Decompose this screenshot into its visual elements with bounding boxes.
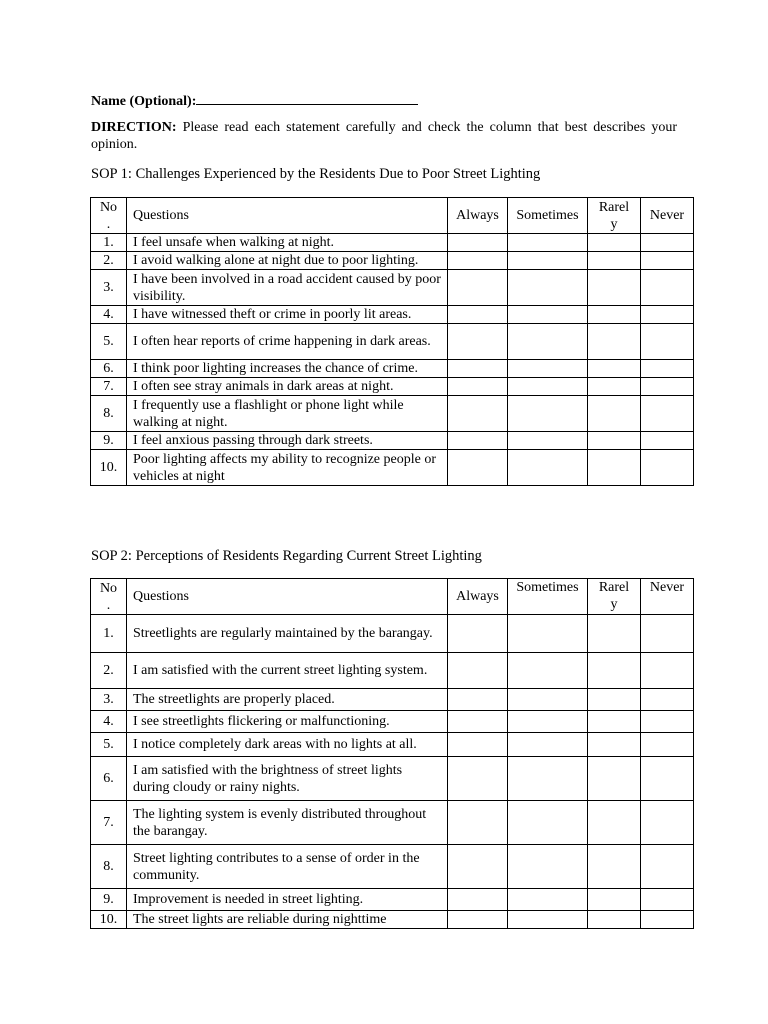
answer-cell-rarely[interactable] xyxy=(588,733,641,757)
answer-cell-always[interactable] xyxy=(448,757,508,801)
answer-cell-rarely[interactable] xyxy=(588,396,641,432)
question-text: I am satisfied with the brightness of street lights during cloudy or rainy nights. xyxy=(127,757,448,801)
sop1-title: SOP 1: Challenges Experienced by the Residents Due to Poor Street Lighting xyxy=(91,166,541,182)
column-header-sometimes: Sometimes xyxy=(508,579,588,615)
question-text: The streetlights are properly placed. xyxy=(127,689,448,711)
row-number: 5. xyxy=(91,324,127,360)
answer-cell-always[interactable] xyxy=(448,324,508,360)
answer-cell-never[interactable] xyxy=(641,711,694,733)
column-header-always: Always xyxy=(448,198,508,234)
answer-cell-never[interactable] xyxy=(641,306,694,324)
answer-cell-sometimes[interactable] xyxy=(508,653,588,689)
row-number: 8. xyxy=(91,845,127,889)
table-row xyxy=(91,450,694,486)
answer-cell-never[interactable] xyxy=(641,450,694,486)
answer-cell-never[interactable] xyxy=(641,432,694,450)
table-row xyxy=(91,324,694,360)
table-row xyxy=(91,733,694,757)
answer-cell-always[interactable] xyxy=(448,252,508,270)
answer-cell-always[interactable] xyxy=(448,270,508,306)
row-number: 4. xyxy=(91,711,127,733)
answer-cell-always[interactable] xyxy=(448,653,508,689)
table-row xyxy=(91,653,694,689)
column-header-no: No . xyxy=(91,198,127,234)
answer-cell-never[interactable] xyxy=(641,689,694,711)
question-text: I notice completely dark areas with no lights at all. xyxy=(127,733,448,757)
question-text: Improvement is needed in street lighting. xyxy=(127,889,448,911)
column-header-always: Always xyxy=(448,579,508,615)
table-row xyxy=(91,432,694,450)
table-row xyxy=(91,711,694,733)
answer-cell-always[interactable] xyxy=(448,306,508,324)
answer-cell-rarely[interactable] xyxy=(588,689,641,711)
answer-cell-always[interactable] xyxy=(448,378,508,396)
table-row xyxy=(91,270,694,306)
answer-cell-rarely[interactable] xyxy=(588,450,641,486)
answer-cell-sometimes[interactable] xyxy=(508,801,588,845)
answer-cell-rarely[interactable] xyxy=(588,889,641,911)
table-row xyxy=(91,801,694,845)
question-text: I see streetlights flickering or malfunctioning. xyxy=(127,711,448,733)
column-header-no: No . xyxy=(91,579,127,615)
name-label: Name (Optional): xyxy=(91,94,197,109)
answer-cell-sometimes[interactable] xyxy=(508,252,588,270)
answer-cell-sometimes[interactable] xyxy=(508,615,588,653)
answer-cell-rarely[interactable] xyxy=(588,324,641,360)
question-text: I feel anxious passing through dark streets. xyxy=(127,432,448,450)
answer-cell-never[interactable] xyxy=(641,845,694,889)
table-row xyxy=(91,689,694,711)
answer-cell-rarely[interactable] xyxy=(588,911,641,929)
answer-cell-rarely[interactable] xyxy=(588,653,641,689)
answer-cell-sometimes[interactable] xyxy=(508,360,588,378)
row-number: 10. xyxy=(91,911,127,929)
row-number: 7. xyxy=(91,801,127,845)
question-text: I am satisfied with the current street lighting system. xyxy=(127,653,448,689)
column-header-sometimes: Sometimes xyxy=(508,198,588,234)
answer-cell-rarely[interactable] xyxy=(588,252,641,270)
question-text: Streetlights are regularly maintained by the barangay. xyxy=(127,615,448,653)
answer-cell-sometimes[interactable] xyxy=(508,450,588,486)
row-number: 3. xyxy=(91,270,127,306)
question-text: I often hear reports of crime happening in dark areas. xyxy=(127,324,448,360)
table-row xyxy=(91,252,694,270)
column-header-rarely: Rarel y xyxy=(588,198,641,234)
answer-cell-sometimes[interactable] xyxy=(508,911,588,929)
table-row xyxy=(91,396,694,432)
answer-cell-rarely[interactable] xyxy=(588,801,641,845)
answer-cell-always[interactable] xyxy=(448,889,508,911)
answer-cell-always[interactable] xyxy=(448,450,508,486)
question-text: I frequently use a flashlight or phone light while walking at night. xyxy=(127,396,448,432)
column-header-questions: Questions xyxy=(127,579,448,615)
answer-cell-never[interactable] xyxy=(641,234,694,252)
answer-cell-never[interactable] xyxy=(641,360,694,378)
column-header-questions: Questions xyxy=(127,198,448,234)
row-number: 6. xyxy=(91,757,127,801)
answer-cell-sometimes[interactable] xyxy=(508,324,588,360)
answer-cell-sometimes[interactable] xyxy=(508,306,588,324)
answer-cell-always[interactable] xyxy=(448,234,508,252)
answer-cell-sometimes[interactable] xyxy=(508,378,588,396)
row-number: 5. xyxy=(91,733,127,757)
answer-cell-always[interactable] xyxy=(448,432,508,450)
direction-text: Please read each statement carefully and check the column that best describes your opinion. xyxy=(91,120,677,152)
row-number: 9. xyxy=(91,432,127,450)
table-row xyxy=(91,306,694,324)
answer-cell-never[interactable] xyxy=(641,252,694,270)
row-number: 2. xyxy=(91,653,127,689)
question-text: Poor lighting affects my ability to recognize people or vehicles at night xyxy=(127,450,448,486)
question-text: I think poor lighting increases the chance of crime. xyxy=(127,360,448,378)
answer-cell-rarely[interactable] xyxy=(588,270,641,306)
answer-cell-always[interactable] xyxy=(448,801,508,845)
answer-cell-sometimes[interactable] xyxy=(508,845,588,889)
table-header-row xyxy=(91,198,694,234)
answer-cell-sometimes[interactable] xyxy=(508,711,588,733)
row-number: 4. xyxy=(91,306,127,324)
answer-cell-always[interactable] xyxy=(448,911,508,929)
answer-cell-always[interactable] xyxy=(448,845,508,889)
question-text: I avoid walking alone at night due to poor lighting. xyxy=(127,252,448,270)
answer-cell-sometimes[interactable] xyxy=(508,889,588,911)
answer-cell-sometimes[interactable] xyxy=(508,757,588,801)
row-number: 8. xyxy=(91,396,127,432)
direction-paragraph xyxy=(91,119,677,153)
answer-cell-always[interactable] xyxy=(448,396,508,432)
answer-cell-rarely[interactable] xyxy=(588,845,641,889)
answer-cell-never[interactable] xyxy=(641,653,694,689)
answer-cell-rarely[interactable] xyxy=(588,711,641,733)
question-text: I often see stray animals in dark areas at night. xyxy=(127,378,448,396)
row-number: 1. xyxy=(91,615,127,653)
table-header-row xyxy=(91,579,694,615)
table-row xyxy=(91,378,694,396)
answer-cell-sometimes[interactable] xyxy=(508,733,588,757)
direction-label: DIRECTION: xyxy=(91,120,177,135)
answer-cell-never[interactable] xyxy=(641,889,694,911)
name-field-row xyxy=(91,91,418,110)
answer-cell-always[interactable] xyxy=(448,711,508,733)
sop1-table xyxy=(90,197,694,486)
answer-cell-rarely[interactable] xyxy=(588,757,641,801)
answer-cell-always[interactable] xyxy=(448,360,508,378)
answer-cell-sometimes[interactable] xyxy=(508,234,588,252)
row-number: 1. xyxy=(91,234,127,252)
table-row xyxy=(91,234,694,252)
answer-cell-sometimes[interactable] xyxy=(508,689,588,711)
table-row xyxy=(91,360,694,378)
answer-cell-never[interactable] xyxy=(641,733,694,757)
answer-cell-rarely[interactable] xyxy=(588,360,641,378)
answer-cell-rarely[interactable] xyxy=(588,234,641,252)
row-number: 10. xyxy=(91,450,127,486)
answer-cell-never[interactable] xyxy=(641,270,694,306)
sop2-table xyxy=(90,578,694,929)
answer-cell-always[interactable] xyxy=(448,615,508,653)
sop2-title: SOP 2: Perceptions of Residents Regarding Current Street Lighting xyxy=(91,548,482,564)
answer-cell-never[interactable] xyxy=(641,396,694,432)
answer-cell-sometimes[interactable] xyxy=(508,432,588,450)
answer-cell-never[interactable] xyxy=(641,757,694,801)
question-text: I have witnessed theft or crime in poorly lit areas. xyxy=(127,306,448,324)
answer-cell-always[interactable] xyxy=(448,733,508,757)
question-text: I have been involved in a road accident caused by poor visibility. xyxy=(127,270,448,306)
answer-cell-rarely[interactable] xyxy=(588,432,641,450)
name-blank-line[interactable] xyxy=(196,91,418,105)
column-header-never: Never xyxy=(641,579,694,615)
table-row xyxy=(91,757,694,801)
table-row xyxy=(91,845,694,889)
answer-cell-never[interactable] xyxy=(641,801,694,845)
answer-cell-never[interactable] xyxy=(641,911,694,929)
column-header-never: Never xyxy=(641,198,694,234)
table-row xyxy=(91,889,694,911)
question-text: I feel unsafe when walking at night. xyxy=(127,234,448,252)
row-number: 9. xyxy=(91,889,127,911)
answer-cell-sometimes[interactable] xyxy=(508,396,588,432)
answer-cell-never[interactable] xyxy=(641,615,694,653)
row-number: 6. xyxy=(91,360,127,378)
question-text: The lighting system is evenly distributed throughout the barangay. xyxy=(127,801,448,845)
answer-cell-never[interactable] xyxy=(641,378,694,396)
table-row xyxy=(91,615,694,653)
question-text: Street lighting contributes to a sense of order in the community. xyxy=(127,845,448,889)
answer-cell-sometimes[interactable] xyxy=(508,270,588,306)
answer-cell-never[interactable] xyxy=(641,324,694,360)
row-number: 3. xyxy=(91,689,127,711)
answer-cell-rarely[interactable] xyxy=(588,378,641,396)
answer-cell-always[interactable] xyxy=(448,689,508,711)
table-row xyxy=(91,911,694,929)
question-text: The street lights are reliable during nighttime xyxy=(127,911,448,929)
row-number: 2. xyxy=(91,252,127,270)
row-number: 7. xyxy=(91,378,127,396)
answer-cell-rarely[interactable] xyxy=(588,615,641,653)
answer-cell-rarely[interactable] xyxy=(588,306,641,324)
column-header-rarely: Rarel y xyxy=(588,579,641,615)
